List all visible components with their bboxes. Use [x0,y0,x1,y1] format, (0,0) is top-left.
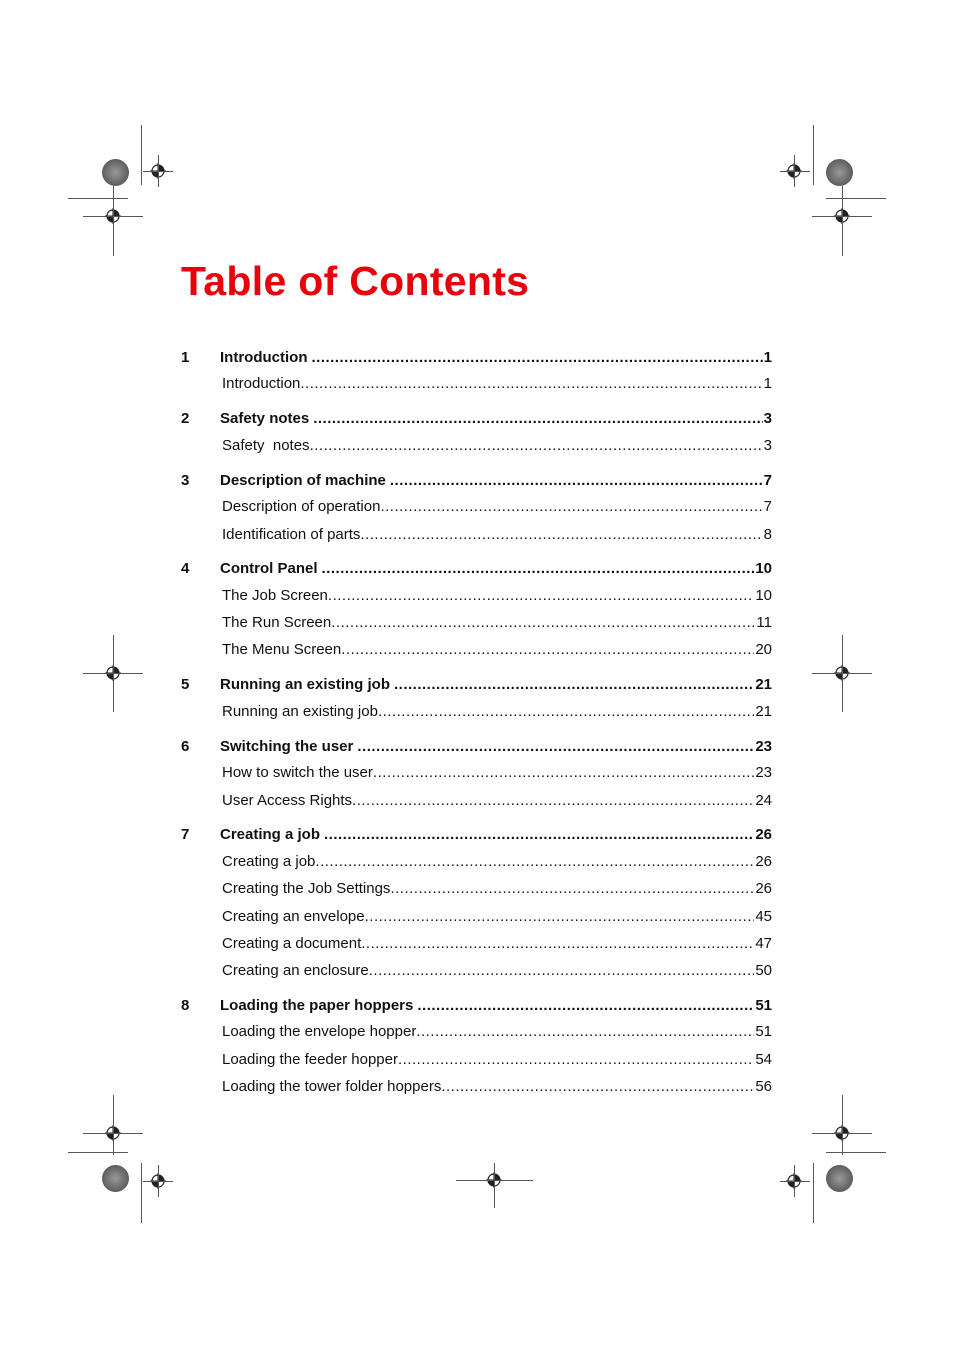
dot-leader [441,1076,754,1098]
chapter-page-number: 1 [763,349,772,366]
crop-line [141,1163,142,1223]
section-page-number: 24 [755,792,772,809]
section-page-number: 45 [755,908,772,925]
section-page-number: 47 [755,935,772,952]
section-page-number: 7 [763,498,772,515]
section-title: Loading the envelope hopper [222,1023,417,1040]
toc-chapter-entry[interactable] [181,347,772,369]
chapter-number: 1 [181,349,190,366]
dot-leader [357,736,754,758]
chapter-number: 8 [181,997,190,1014]
section-title: The Menu Screen [222,641,342,658]
section-title: Introduction [222,375,301,392]
gray-dot-icon [826,159,853,186]
section-title: Safety notes [222,437,310,454]
toc-section-entry[interactable] [181,878,772,900]
gray-dot-icon [102,159,129,186]
chapter-number: 6 [181,738,190,755]
toc-section-entry[interactable] [181,585,772,607]
toc-chapter-entry[interactable] [181,995,772,1017]
toc-section-entry[interactable] [181,1049,772,1071]
chapter-title: Switching the user [220,738,354,755]
chapter-number: 4 [181,560,190,577]
crop-line [794,155,795,187]
chapter-page-number: 21 [755,676,772,693]
section-title: Creating an enclosure [222,962,369,979]
dot-leader [373,762,754,784]
section-page-number: 56 [755,1078,772,1095]
section-title: Identification of parts [222,526,361,543]
chapter-title: Safety notes [220,410,310,427]
section-title: Description of operation [222,498,381,515]
crop-line [113,186,114,256]
dot-leader [394,674,754,696]
section-title: Loading the tower folder hoppers [222,1078,442,1095]
dot-leader [300,373,762,395]
chapter-title: Description of machine [220,472,386,489]
dot-leader [311,347,762,369]
crop-line [794,1165,795,1197]
chapter-number: 5 [181,676,190,693]
section-page-number: 10 [755,587,772,604]
toc-section-entry[interactable] [181,639,772,661]
crop-line [68,198,128,199]
toc-section-entry[interactable] [181,1021,772,1043]
toc-section-entry[interactable] [181,960,772,982]
section-title: Loading the feeder hopper [222,1051,398,1068]
crop-line [813,1163,814,1223]
gray-dot-icon [102,1165,129,1192]
crop-line [813,125,814,185]
crop-line [842,635,843,712]
section-page-number: 23 [755,764,772,781]
section-page-number: 51 [755,1023,772,1040]
dot-leader [352,790,754,812]
gray-dot-icon [826,1165,853,1192]
crop-line [842,186,843,256]
chapter-title: Loading the paper hoppers [220,997,414,1014]
page-title: Table of Contents [181,258,530,304]
section-title: Creating the Job Settings [222,880,391,897]
section-title: Creating a job [222,853,316,870]
toc-section-entry[interactable] [181,435,772,457]
chapter-page-number: 23 [755,738,772,755]
dot-leader [398,1049,754,1071]
section-page-number: 50 [755,962,772,979]
toc-section-entry[interactable] [181,1076,772,1098]
section-page-number: 3 [763,437,772,454]
crop-line [842,1095,843,1155]
crop-line [158,155,159,187]
toc-section-entry[interactable] [181,373,772,395]
toc-section-entry[interactable] [181,851,772,873]
dot-leader [365,906,755,928]
crop-line [158,1165,159,1197]
section-title: The Run Screen [222,614,332,631]
toc-section-entry[interactable] [181,524,772,546]
chapter-title: Control Panel [220,560,318,577]
dot-leader [361,933,754,955]
dot-leader [310,435,763,457]
dot-leader [369,960,755,982]
dot-leader [360,524,762,546]
dot-leader [378,701,754,723]
toc-section-entry[interactable] [181,701,772,723]
crop-line [141,125,142,185]
chapter-number: 7 [181,826,190,843]
section-page-number: 54 [755,1051,772,1068]
dot-leader [390,470,763,492]
chapter-page-number: 51 [755,997,772,1014]
toc-chapter-entry[interactable] [181,408,772,430]
section-page-number: 1 [763,375,772,392]
section-title: The Job Screen [222,587,328,604]
section-page-number: 8 [763,526,772,543]
crop-line [826,198,886,199]
crop-line [494,1163,495,1208]
dot-leader [315,851,754,873]
toc-chapter-entry[interactable] [181,470,772,492]
dot-leader [328,585,754,607]
chapter-page-number: 3 [763,410,772,427]
toc-chapter-entry[interactable] [181,736,772,758]
dot-leader [380,496,762,518]
toc-chapter-entry[interactable] [181,674,772,696]
section-page-number: 20 [755,641,772,658]
dot-leader [313,408,762,430]
chapter-title: Introduction [220,349,308,366]
dot-leader [331,612,755,634]
section-title: Creating a document [222,935,362,952]
crop-line [780,171,810,172]
dot-leader [416,1021,754,1043]
section-page-number: 21 [755,703,772,720]
crop-line [780,1181,810,1182]
toc-section-entry[interactable] [181,790,772,812]
toc-section-entry[interactable] [181,496,772,518]
toc-section-entry[interactable] [181,762,772,784]
section-title: Running an existing job [222,703,378,720]
chapter-page-number: 7 [763,472,772,489]
dot-leader [417,995,754,1017]
dot-leader [324,824,754,846]
toc-section-entry[interactable] [181,612,772,634]
dot-leader [322,558,755,580]
chapter-title: Creating a job [220,826,321,843]
toc-chapter-entry[interactable] [181,824,772,846]
chapter-page-number: 26 [755,826,772,843]
section-title: Creating an envelope [222,908,365,925]
chapter-number: 2 [181,410,190,427]
toc-section-entry[interactable] [181,906,772,928]
crop-line [68,1152,128,1153]
chapter-title: Running an existing job [220,676,390,693]
toc-chapter-entry[interactable] [181,558,772,580]
dot-leader [341,639,754,661]
section-page-number: 26 [755,880,772,897]
section-page-number: 26 [755,853,772,870]
section-title: User Access Rights [222,792,353,809]
chapter-number: 3 [181,472,190,489]
crop-line [113,635,114,712]
section-title: How to switch the user [222,764,373,781]
section-page-number: 11 [756,614,772,631]
toc-section-entry[interactable] [181,933,772,955]
dot-leader [390,878,754,900]
chapter-page-number: 10 [755,560,772,577]
crop-line [826,1152,886,1153]
crop-line [113,1095,114,1155]
